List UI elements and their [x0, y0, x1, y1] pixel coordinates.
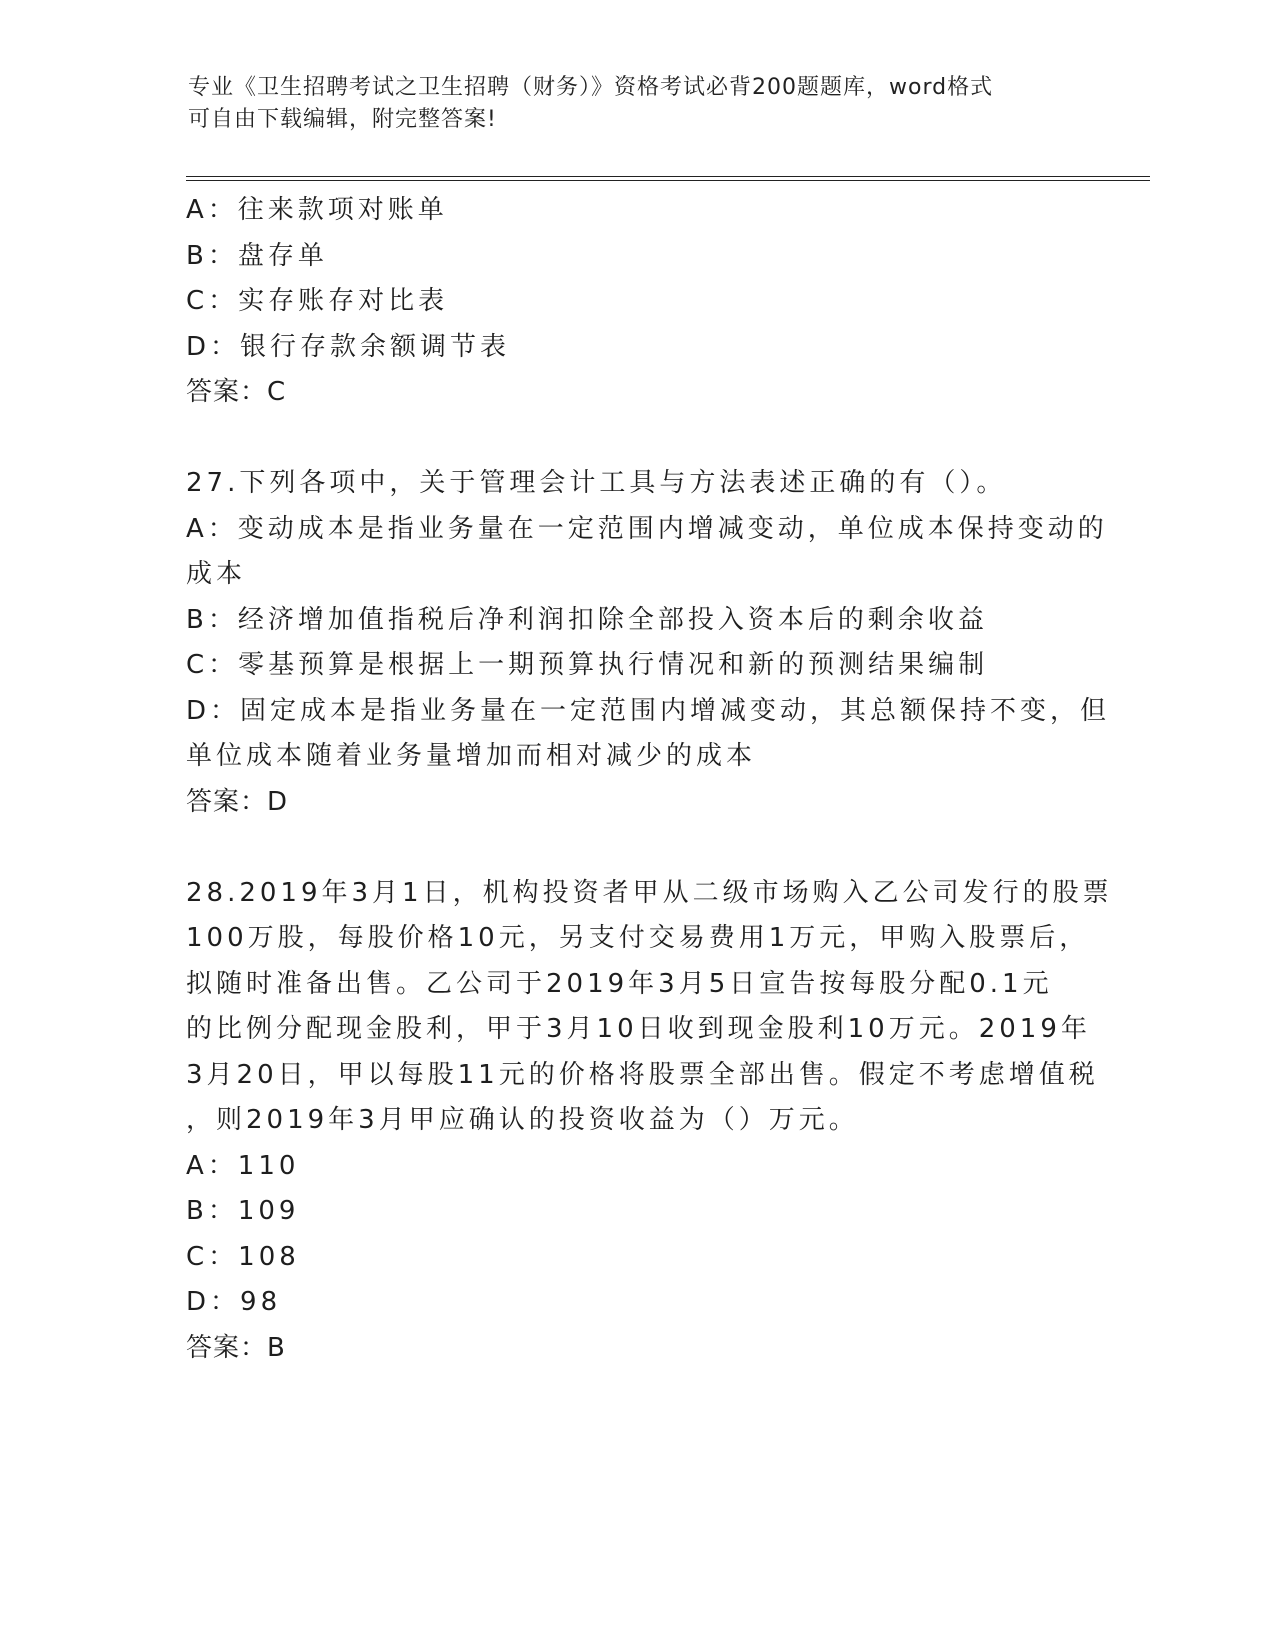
q28-stem-line: 100万股，每股价格10元，另支付交易费用1万元，甲购入股票后，: [186, 923, 1090, 953]
q27-option-d-line-1: D：固定成本是指业务量在一定范围内增减变动，其总额保持不变，但: [186, 695, 1111, 726]
q27-answer: 答案：D: [186, 786, 289, 817]
q28-stem-line: 的比例分配现金股利，甲于3月10日收到现金股利10万元。2019年: [186, 1014, 1091, 1044]
header-double-rule: [186, 176, 1150, 181]
q26-option-b: B：盘存单: [186, 240, 328, 271]
q28-stem-line: 28.2019年3月1日，机构投资者甲从二级市场购入乙公司发行的股票: [186, 877, 1113, 908]
q27-option-b: B：经济增加值指税后净利润扣除全部投入资本后的剩余收益: [186, 604, 988, 635]
spacer: [186, 825, 1086, 871]
q28-stem-line: 拟随时准备出售。乙公司于2019年3月5日宣告按每股分配0.1元: [186, 968, 1053, 999]
q26-option-a: A：往来款项对账单: [186, 195, 448, 225]
q26-option-d: D：银行存款余额调节表: [186, 331, 511, 362]
q27-option-c: C：零基预算是根据上一期预算执行情况和新的预测结果编制: [186, 650, 989, 680]
q28-option-b: B：109: [186, 1196, 300, 1226]
q28-stem-line: ，则2019年3月甲应确认的投资收益为（）万元。: [186, 1105, 859, 1135]
q26-option-c: C：实存账存对比表: [186, 286, 449, 316]
q26-answer: 答案：C: [186, 377, 287, 407]
q28-option-a: A：110: [186, 1150, 300, 1181]
spacer: [186, 416, 1086, 462]
header-line-1: 专业《卫生招聘考试之卫生招聘（财务）》资格考试必背200题题库，word格式: [188, 75, 994, 100]
question-28: [186, 871, 1113, 1372]
q28-option-c: C：108: [186, 1241, 300, 1272]
question-content: [186, 188, 1113, 1371]
q28-answer: 答案：B: [186, 1332, 286, 1363]
q28-option-d: D：98: [186, 1287, 282, 1317]
header-line-2: 可自由下载编辑，附完整答案!: [188, 107, 497, 132]
question-27: [186, 461, 1111, 825]
q27-stem: 27.下列各项中，关于管理会计工具与方法表述正确的有（）。: [186, 468, 1007, 498]
q27-option-d-line-2: 单位成本随着业务量增加而相对减少的成本: [186, 741, 757, 771]
q27-option-a-line-2: 成本: [186, 559, 247, 589]
document-header: [188, 72, 1068, 136]
question-26: [186, 188, 1086, 416]
q27-option-a-line-1: A：变动成本是指业务量在一定范围内增减变动，单位成本保持变动的: [186, 513, 1108, 544]
q28-stem-line: 3月20日，甲以每股11元的价格将股票全部出售。假定不考虑增值税: [186, 1059, 1099, 1090]
